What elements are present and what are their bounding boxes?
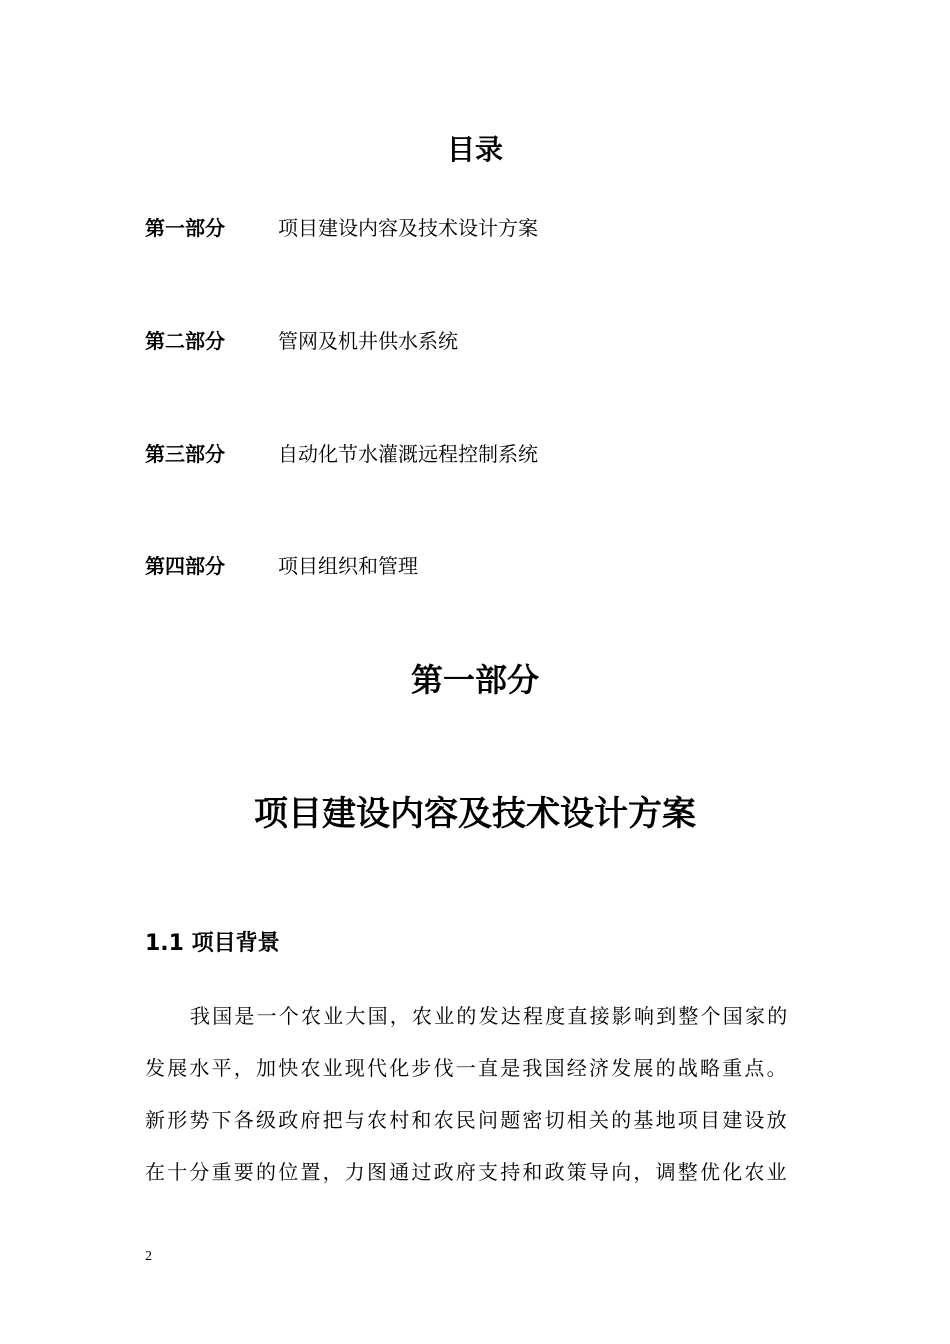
toc-entry-name: 自动化节水灌溉远程控制系统 (278, 442, 538, 466)
body-line: 新形势下各级政府把与农村和农民问题密切相关的基地项目建设放 (145, 1108, 789, 1132)
body-line: 发展水平，加快农业现代化步伐一直是我国经济发展的战略重点。 (145, 1056, 789, 1080)
toc-entry-name: 项目建设内容及技术设计方案 (278, 216, 538, 240)
toc-entry-part-2 (145, 325, 458, 357)
toc-entry-part-1 (145, 212, 538, 244)
part-one-subtitle: 项目建设内容及技术设计方案 (254, 794, 696, 834)
toc-entry-part-label: 第三部分 (145, 442, 225, 466)
part-one-heading: 第一部分 (410, 661, 539, 699)
body-line: 在十分重要的位置，力图通过政府支持和政策导向，调整优化农业 (145, 1160, 789, 1184)
toc-title: 目录 (446, 133, 503, 166)
toc-entry-part-3 (145, 438, 538, 470)
toc-entry-part-label: 第二部分 (145, 329, 225, 353)
toc-entry-name: 项目组织和管理 (278, 554, 418, 578)
page-number: 2 (145, 1249, 152, 1264)
body-line: 我国是一个农业大国，农业的发达程度直接影响到整个国家的 (190, 1004, 790, 1028)
toc-entry-name: 管网及机井供水系统 (278, 329, 458, 353)
toc-entry-part-label: 第一部分 (145, 216, 225, 240)
toc-entry-part-4 (145, 550, 418, 582)
section-heading: 1.1 项目背景 (145, 931, 280, 956)
section-body (145, 994, 805, 1202)
toc-entry-part-label: 第四部分 (145, 554, 225, 578)
